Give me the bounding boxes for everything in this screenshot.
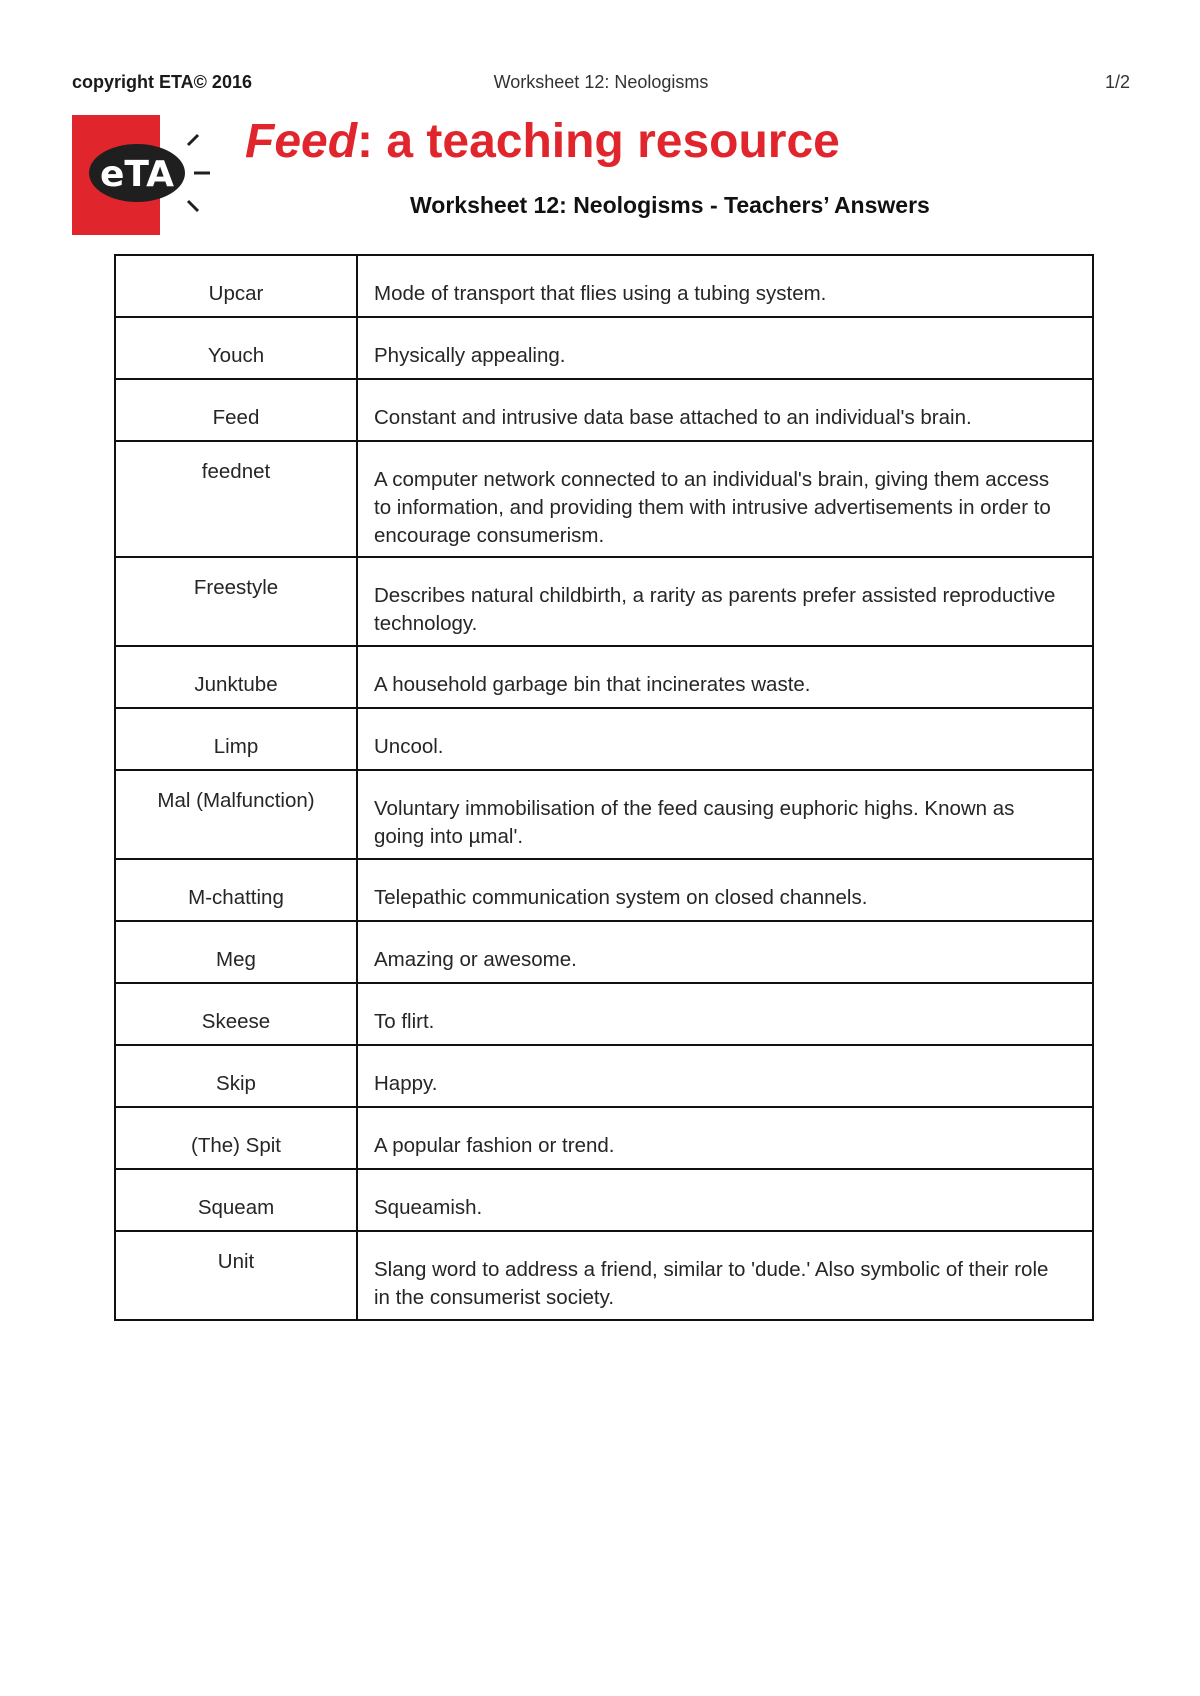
- definition-cell: Slang word to address a friend, similar to 'dude.' Also symbolic of their role in the consumerist society.: [357, 1231, 1093, 1320]
- term-cell: Upcar: [115, 255, 357, 317]
- definition-cell: Amazing or awesome.: [357, 921, 1093, 983]
- term-cell: feednet: [115, 441, 357, 557]
- table-row: [115, 441, 1093, 557]
- copyright-notice: copyright ETA© 2016: [72, 72, 252, 92]
- table-row: [115, 770, 1093, 859]
- definition-cell: Uncool.: [357, 708, 1093, 770]
- worksheet-subtitle: Worksheet 12: Neologisms - Teachers’ Answers: [410, 192, 930, 218]
- term-cell: Freestyle: [115, 557, 357, 646]
- table-row: [115, 317, 1093, 379]
- definition-cell: A household garbage bin that incinerates waste.: [357, 646, 1093, 708]
- title-feed: Feed: [245, 115, 358, 168]
- term-cell: Meg: [115, 921, 357, 983]
- main-title: [245, 114, 840, 169]
- table-row: [115, 557, 1093, 646]
- definition-cell: Constant and intrusive data base attached to an individual's brain.: [357, 379, 1093, 441]
- document-title: Worksheet 12: Neologisms: [493, 72, 709, 92]
- table-row: [115, 255, 1093, 317]
- table-row: [115, 1045, 1093, 1107]
- term-cell: Skeese: [115, 983, 357, 1045]
- definition-cell: A popular fashion or trend.: [357, 1107, 1093, 1169]
- table-row: [115, 708, 1093, 770]
- term-cell: Youch: [115, 317, 357, 379]
- running-header: [72, 72, 1130, 98]
- term-cell: Unit: [115, 1231, 357, 1320]
- table-row: [115, 379, 1093, 441]
- term-cell: (The) Spit: [115, 1107, 357, 1169]
- definition-cell: A computer network connected to an individual's brain, giving them access to information, and providing them with intrusive advertisements in order to encourage consumerism.: [357, 441, 1093, 557]
- table-row: [115, 646, 1093, 708]
- title-rest: : a teaching resource: [357, 115, 840, 168]
- table-row: [115, 1231, 1093, 1320]
- table-row: [115, 983, 1093, 1045]
- table-row: [115, 921, 1093, 983]
- definition-cell: Physically appealing.: [357, 317, 1093, 379]
- definition-cell: Happy.: [357, 1045, 1093, 1107]
- term-cell: Feed: [115, 379, 357, 441]
- table-row: [115, 1169, 1093, 1231]
- definition-cell: To flirt.: [357, 983, 1093, 1045]
- term-cell: Junktube: [115, 646, 357, 708]
- page-number: 1/2: [1104, 72, 1130, 92]
- term-cell: M-chatting: [115, 859, 357, 921]
- definition-cell: Mode of transport that flies using a tubing system.: [357, 255, 1093, 317]
- term-cell: Skip: [115, 1045, 357, 1107]
- table-row: [115, 859, 1093, 921]
- term-cell: Limp: [115, 708, 357, 770]
- definition-cell: Describes natural childbirth, a rarity as parents prefer assisted reproductive technology.: [357, 557, 1093, 646]
- table-row: [115, 1107, 1093, 1169]
- eta-logo: [72, 115, 227, 235]
- term-cell: Mal (Malfunction): [115, 770, 357, 859]
- definition-cell: Voluntary immobilisation of the feed causing euphoric highs. Known as going into µmal'.: [357, 770, 1093, 859]
- definition-cell: Squeamish.: [357, 1169, 1093, 1231]
- logo-text: eTA: [99, 154, 175, 195]
- term-cell: Squeam: [115, 1169, 357, 1231]
- definition-cell: Telepathic communication system on closed channels.: [357, 859, 1093, 921]
- neologisms-table: [114, 254, 1094, 1321]
